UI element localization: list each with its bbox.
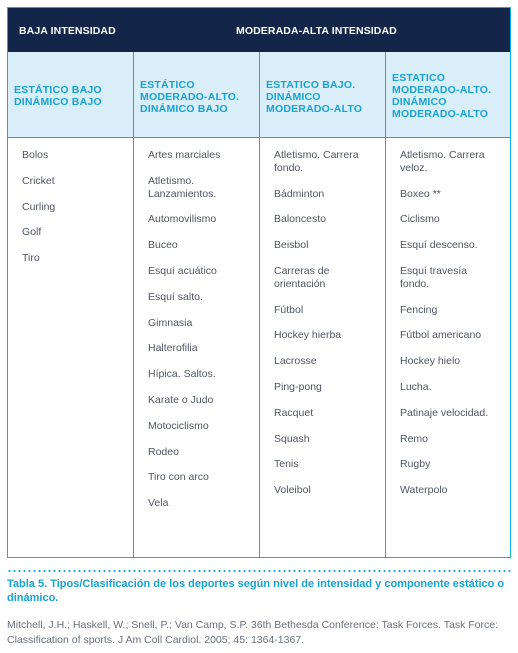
list-item: Baloncesto xyxy=(274,213,326,226)
column-list-static-low-dynamic-high xyxy=(274,149,359,510)
table-header-row xyxy=(8,8,510,52)
list-item: Hockey hielo xyxy=(400,355,461,368)
list-item: Bolos xyxy=(22,149,49,161)
list-item: Patinaje velocidad. xyxy=(400,406,489,419)
list-item: Lacrosse xyxy=(274,355,317,368)
subheader-divider xyxy=(8,137,510,138)
list-item: Karate o Judo xyxy=(148,393,214,406)
list-item: Hockey hierba xyxy=(274,329,342,342)
list-item: Golf xyxy=(22,226,42,239)
list-item: Motociclismo xyxy=(148,419,209,432)
list-item: Esquí travesía fondo. xyxy=(400,264,468,290)
header-moderate-high-intensity: MODERADA-ALTA INTENSIDAD xyxy=(236,25,397,37)
list-item: Esquí descenso. xyxy=(400,239,478,252)
list-item: Atletismo. Carrera veloz. xyxy=(400,149,485,174)
header-low-intensity: BAJA INTENSIDAD xyxy=(19,25,116,37)
list-item: Bádminton xyxy=(274,187,325,200)
sports-classification-table xyxy=(7,7,511,558)
list-item: Hípica. Saltos. xyxy=(148,368,216,381)
list-item: Fútbol americano xyxy=(400,329,482,342)
list-item: Fencing xyxy=(400,303,438,316)
list-item: Artes marciales xyxy=(148,149,221,161)
list-item: Atletismo. Lanzamientos. xyxy=(148,174,217,200)
list-item: Voleibol xyxy=(274,484,311,497)
list-item: Waterpolo xyxy=(400,484,448,497)
list-item: Rugby xyxy=(400,458,431,471)
list-item: Boxeo ** xyxy=(400,187,441,200)
column-title-static-high-dynamic-high: ESTATICO MODERADO-ALTO. DINÁMICO MODERADO-ALTO xyxy=(392,72,492,120)
column-title-static-low-dynamic-low: ESTÁTICO BAJO DINÁMICO BAJO xyxy=(14,84,102,108)
list-item: Esquí salto. xyxy=(148,290,203,303)
list-item: Cricket xyxy=(22,174,55,187)
list-item: Buceo xyxy=(148,239,178,252)
list-item: Ciclismo xyxy=(400,213,440,226)
list-item: Automovilismo xyxy=(148,213,217,226)
column-divider xyxy=(385,52,386,557)
column-title-static-high-dynamic-low: ESTÁTICO MODERADO-ALTO. DINÁMICO BAJO xyxy=(140,79,240,115)
list-item: Racquet xyxy=(274,406,314,419)
column-title-static-low-dynamic-high: ESTATICO BAJO. DINÁMICO MODERADO-ALTO xyxy=(266,79,363,115)
list-item: Tiro xyxy=(22,252,40,265)
list-item: Vela xyxy=(148,497,169,510)
list-item: Gimnasia xyxy=(148,316,193,329)
column-list-static-high-dynamic-low xyxy=(148,149,220,523)
list-item: Tenis xyxy=(274,458,299,471)
table-caption: Tabla 5. Tipos/Clasificación de los deportes según nivel de intensidad y componente estático o dinámico. xyxy=(7,578,505,604)
list-item: Remo xyxy=(400,432,429,445)
list-item: Rodeo xyxy=(148,445,179,458)
list-item: Esquí acuático xyxy=(148,264,217,277)
list-item: Tiro con arco xyxy=(148,471,209,484)
table-source-citation: Mitchell, J.H.; Haskell, W.; Snell, P.; Van Camp, S.P. 36th Bethesda Conference: Task Forces. Task Force: Classification of sports. J Am Coll Cardiol. 2005; 45: 1364-1367. xyxy=(7,619,498,646)
list-item: Fútbol xyxy=(274,303,304,316)
list-item: Curling xyxy=(22,200,56,213)
list-item: Beisbol xyxy=(274,239,309,252)
list-item: Ping-pong xyxy=(274,380,322,393)
column-divider xyxy=(259,52,260,557)
column-list-static-low-dynamic-low xyxy=(22,149,55,278)
list-item: Carreras de orientación xyxy=(274,264,330,290)
column-divider xyxy=(133,52,134,557)
list-item: Squash xyxy=(274,432,310,445)
list-item: Halterofilia xyxy=(148,342,198,355)
dotted-separator xyxy=(7,570,511,572)
list-item: Atletismo. Carrera fondo. xyxy=(274,149,359,174)
column-list-static-high-dynamic-high xyxy=(400,149,488,510)
list-item: Lucha. xyxy=(400,380,432,393)
